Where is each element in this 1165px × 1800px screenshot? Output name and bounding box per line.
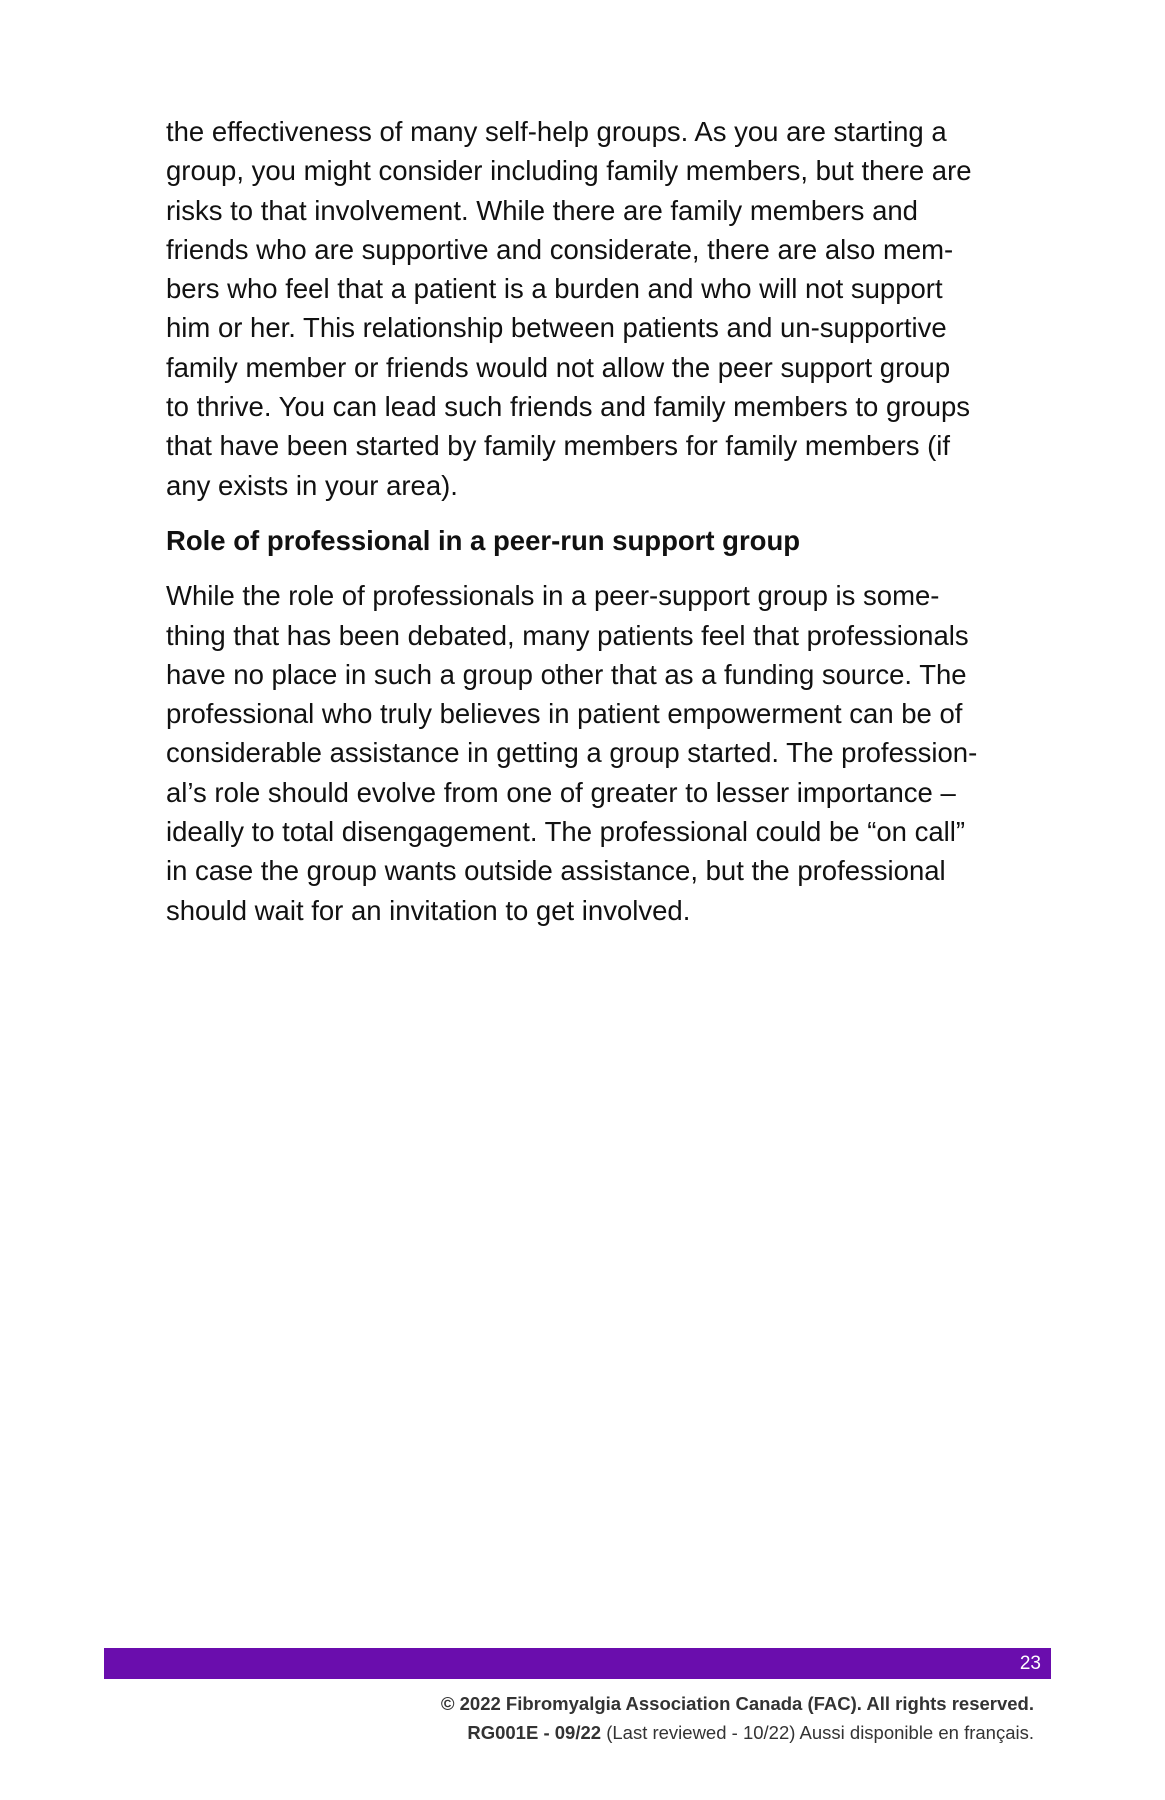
- page-content: [166, 112, 1046, 930]
- paragraph-line: have no place in such a group other that as a funding source. The: [166, 658, 967, 690]
- body-paragraph-professional-role: [166, 576, 1046, 930]
- body-paragraph-family-members: [166, 112, 1046, 505]
- paragraph-line: friends who are supportive and considerate, there are also mem-: [166, 233, 954, 265]
- paragraph-line: in case the group wants outside assistance, but the professional: [166, 855, 946, 887]
- paragraph-line: group, you might consider including family members, but there are: [166, 155, 972, 187]
- paragraph-line: that have been started by family members for family members (if: [166, 430, 951, 462]
- review-note: (Last reviewed - 10/22) Aussi disponible en français.: [601, 1722, 1034, 1743]
- paragraph-line: thing that has been debated, many patients feel that professionals: [166, 619, 969, 651]
- paragraph-line: him or her. This relationship between patients and un-supportive: [166, 312, 947, 344]
- paragraph-line: considerable assistance in getting a group started. The profession-: [166, 737, 978, 769]
- paragraph-line: risks to that involvement. While there are family members and: [166, 194, 918, 226]
- paragraph-line: While the role of professionals in a peer-support group is some-: [166, 580, 940, 612]
- paragraph-line: al’s role should evolve from one of greater to lesser importance –: [166, 776, 956, 808]
- paragraph-line: should wait for an invitation to get involved.: [166, 894, 691, 926]
- paragraph-line: any exists in your area).: [166, 469, 458, 501]
- paragraph-line: professional who truly believes in patient empowerment can be of: [166, 698, 963, 730]
- paragraph-line: family member or friends would not allow the peer support group: [166, 351, 951, 383]
- paragraph-line: bers who feel that a patient is a burden and who will not support: [166, 273, 943, 305]
- section-heading: Role of professional in a peer-run support group: [166, 524, 801, 556]
- page-number: 23: [1019, 1653, 1041, 1674]
- paragraph-line: to thrive. You can lead such friends and family members to groups: [166, 391, 971, 423]
- paragraph-line: ideally to total disengagement. The professional could be “on call”: [166, 816, 966, 848]
- footer-document-info: [334, 1719, 1034, 1746]
- paragraph-line: the effectiveness of many self-help groups. As you are starting a: [166, 116, 947, 147]
- footer-bar: [104, 1648, 1051, 1679]
- document-code: RG001E - 09/22: [467, 1722, 602, 1743]
- footer-copyright: © 2022 Fibromyalgia Association Canada (FAC). All rights reserved.: [440, 1693, 1034, 1714]
